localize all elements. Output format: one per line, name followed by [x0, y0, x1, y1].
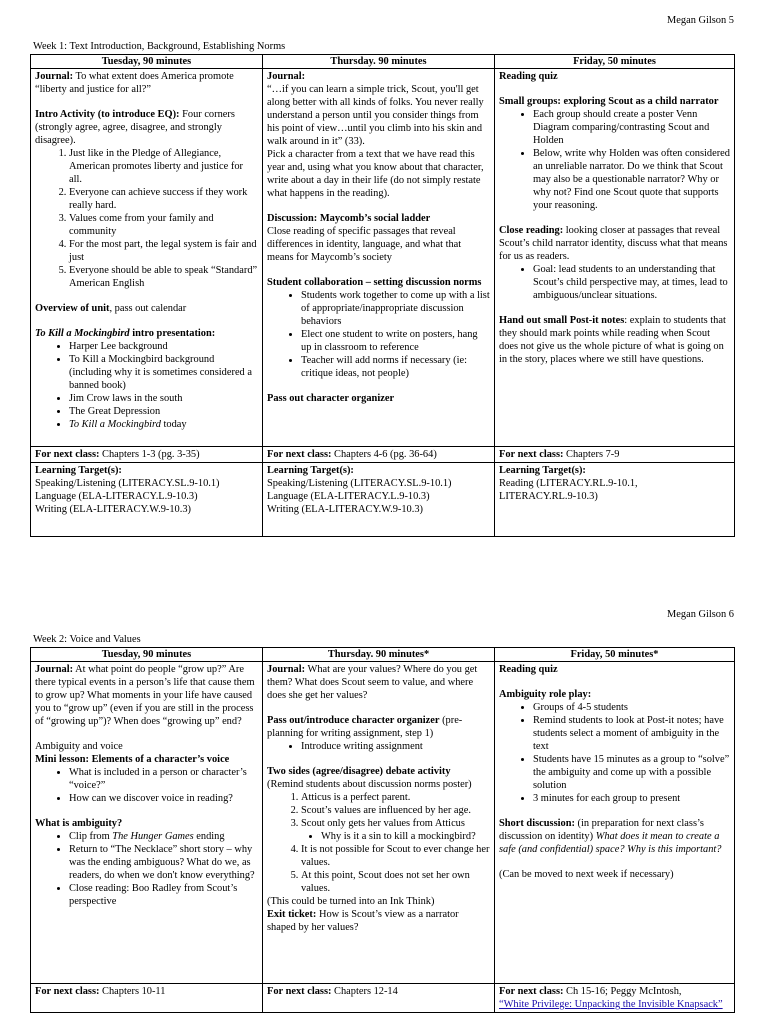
- thursday-cell: [263, 662, 495, 984]
- week1-lesson-table: [30, 54, 735, 537]
- mini-lesson-label: Mini lesson: Elements of a character’s voice: [35, 754, 230, 765]
- pass-out-label: Pass out character organizer: [267, 393, 395, 404]
- target-item: Language (ELA-LITERACY.L.9-10.3): [267, 491, 430, 502]
- ink-think-note: (This could be turned into an Ink Think): [267, 896, 435, 907]
- collaboration-list: [267, 289, 490, 380]
- list-item: • Return to “The Necklace” short story – why was the ending ambiguous? What do we, as readers, do when we don't know everything?: [69, 843, 258, 882]
- list-item: • Groups of 4-5 students: [533, 701, 730, 714]
- journal-text: What are your values? Where do you get them? What does Scout seem to value, and where does she get her values?: [267, 664, 478, 701]
- list-item: 5. Everyone should be able to speak “Standard” American English: [69, 264, 258, 290]
- presentation-label: intro presentation:: [129, 328, 216, 339]
- page-header: Megan Gilson 5: [667, 15, 734, 26]
- list-item-text: today: [160, 419, 187, 430]
- next-class-cell: [31, 984, 263, 1013]
- learning-targets-row: [31, 463, 735, 537]
- list-item: 1. Atticus is a perfect parent.: [301, 791, 490, 804]
- next-class-cell: [495, 447, 735, 463]
- target-item: Writing (ELA-LITERACY.W.9-10.3): [267, 504, 423, 515]
- next-class-text: Chapters 7-9: [563, 449, 620, 460]
- column-header: Thursday. 90 minutes*: [263, 648, 495, 662]
- book-title: To Kill a Mockingbird: [35, 328, 130, 339]
- list-item: • Elect one student to write on posters, hang up in classroom to reference: [301, 328, 490, 354]
- list-item: • The Great Depression: [69, 405, 258, 418]
- targets-label: Learning Target(s):: [499, 465, 586, 476]
- week-title: Week 1: Text Introduction, Background, Establishing Norms: [33, 41, 286, 52]
- short-discussion-label: Short discussion:: [499, 818, 575, 829]
- list-item: • To Kill a Mockingbird background (including why it is sometimes considered a banned book): [69, 353, 258, 392]
- list-subitem: • Why is it a sin to kill a mockingbird?: [321, 830, 490, 843]
- page-header: Megan Gilson 6: [667, 609, 734, 620]
- role-play-list: [499, 701, 730, 805]
- list-item: 4. It is not possible for Scout to ever change her values.: [301, 843, 490, 869]
- exit-ticket-text: How is Scout’s view as a narrator shaped by her values?: [267, 909, 459, 933]
- tuesday-cell: [31, 662, 263, 984]
- week-title: Week 2: Voice and Values: [33, 634, 141, 645]
- thursday-cell: [263, 69, 495, 447]
- next-class-label: For next class:: [267, 986, 332, 997]
- debate-label: Two sides (agree/disagree) debate activity: [267, 766, 451, 777]
- list-item-text: ending: [193, 831, 225, 842]
- column-header: Tuesday, 90 minutes: [31, 55, 263, 69]
- reading-quiz-label: Reading quiz: [499, 664, 558, 675]
- week2-lesson-table: [30, 647, 735, 1013]
- next-class-text: Chapters 10-11: [99, 986, 166, 997]
- next-class-cell: [263, 984, 495, 1013]
- overview-text: , pass out calendar: [109, 303, 187, 314]
- next-class-text: Ch 15-16; Peggy McIntosh,: [563, 986, 682, 997]
- tuesday-cell: [31, 69, 263, 447]
- discussion-label: Discussion: Maycomb’s social ladder: [267, 213, 431, 224]
- list-item: [69, 830, 258, 843]
- column-header: Friday, 50 minutes*: [495, 648, 735, 662]
- ambiguity-voice-text: Ambiguity and voice: [35, 741, 123, 752]
- journal-text: To what extent does America promote “liberty and justice for all?”: [35, 71, 234, 95]
- list-item: • Jim Crow laws in the south: [69, 392, 258, 405]
- friday-cell: [495, 662, 735, 984]
- debate-text: (Remind students about discussion norms poster): [267, 779, 472, 790]
- ambiguity-list: [35, 830, 258, 908]
- target-item: Reading (LITERACY.RL.9-10.1,: [499, 478, 638, 489]
- pass-out-list: [267, 740, 490, 753]
- list-item: [69, 418, 258, 431]
- journal-label: Journal:: [267, 664, 306, 675]
- journal-label: Journal:: [35, 71, 74, 82]
- short-discussion-question: What does it mean to create a safe (and confidential) space? Why is this important?: [499, 831, 722, 855]
- next-class-text: Chapters 1-3 (pg. 3-35): [99, 449, 200, 460]
- next-class-label: For next class:: [267, 449, 332, 460]
- column-header: Friday, 50 minutes: [495, 55, 735, 69]
- target-item: LITERACY.RL.9-10.3): [499, 491, 598, 502]
- list-item: • Teacher will add norms if necessary (ie: critique ideas, not people): [301, 354, 490, 380]
- collaboration-label: Student collaboration – setting discussion norms: [267, 277, 482, 288]
- four-corners-list: [35, 147, 258, 290]
- moved-note: (Can be moved to next week if necessary): [499, 869, 674, 880]
- list-item: 2. Everyone can achieve success if they work really hard.: [69, 186, 258, 212]
- list-item: • Introduce writing assignment: [301, 740, 490, 753]
- list-item: • 3 minutes for each group to present: [533, 792, 730, 805]
- list-item: • Students work together to come up with a list of appropriate/inappropriate discussion behaviors: [301, 289, 490, 328]
- target-item: Writing (ELA-LITERACY.W.9-10.3): [35, 504, 191, 515]
- journal-label: Journal:: [267, 71, 306, 82]
- next-class-cell: [31, 447, 263, 463]
- column-header: Thursday. 90 minutes: [263, 55, 495, 69]
- list-item: 1. Just like in the Pledge of Allegiance, American promotes liberty and justice for all.: [69, 147, 258, 186]
- target-item: Speaking/Listening (LITERACY.SL.9-10.1): [35, 478, 220, 489]
- exit-ticket-label: Exit ticket:: [267, 909, 317, 920]
- debate-list: [267, 791, 490, 895]
- list-item: • Below, write why Holden was often considered an unreliable narrator. Do we think that Scout may also be a questionable narrator? Why or why not? Find one Scout quote that supports your reasoning.: [533, 147, 730, 212]
- ambiguity-label: What is ambiguity?: [35, 818, 123, 829]
- role-play-label: Ambiguity role play:: [499, 689, 592, 700]
- target-item: Speaking/Listening (LITERACY.SL.9-10.1): [267, 478, 452, 489]
- next-class-row: [31, 447, 735, 463]
- next-class-cell: [495, 984, 735, 1013]
- reading-quiz-label: Reading quiz: [499, 71, 558, 82]
- list-item: [301, 817, 490, 843]
- postit-label: Hand out small Post-it notes: [499, 315, 625, 326]
- journal-prompt: Pick a character from a text that we have read this year and, using what you know about that character, write about a day in their life (do not simply restate what happens in the reading).: [267, 149, 484, 199]
- targets-label: Learning Target(s):: [267, 465, 354, 476]
- friday-cell: [495, 69, 735, 447]
- list-item: • Close reading: Boo Radley from Scout’s perspective: [69, 882, 258, 908]
- book-title: To Kill a Mockingbird: [69, 419, 161, 430]
- list-item: • Each group should create a poster Venn Diagram comparing/contrasting Scout and Holden: [533, 108, 730, 147]
- short-discussion-text: (in preparation for next class’s discussion on identity): [499, 818, 704, 842]
- mini-lesson-list: [35, 766, 258, 805]
- activities-row: [31, 662, 735, 984]
- list-item: 5. At this point, Scout does not set her own values.: [301, 869, 490, 895]
- next-class-label: For next class:: [499, 986, 564, 997]
- small-groups-list: [499, 108, 730, 212]
- next-class-text: Chapters 12-14: [331, 986, 398, 997]
- overview-label: Overview of unit: [35, 303, 110, 314]
- journal-text: At what point do people “grow up?” Are there typical events in a person’s life that cause them to grow up? What moments in your life have caused you to “grow up” (even if you are still in the process of “growing up”)? When does “growing up” end?: [35, 664, 255, 727]
- list-item: 4. For the most part, the legal system is fair and just: [69, 238, 258, 264]
- list-item: • Remind students to look at Post-it notes; have students select a moment of ambiguity in the text: [533, 714, 730, 753]
- discussion-text: Close reading of specific passages that reveal differences in identity, language, and what that means for Maycomb’s society: [267, 226, 462, 263]
- journal-quote: “…if you can learn a simple trick, Scout, you'll get along better with all kinds of folks. You never really understand a person until you consider things from his point of view…until you climb into his skin and walk around in it” (33).: [267, 84, 484, 147]
- close-reading-list: [499, 263, 730, 302]
- next-class-cell: [263, 447, 495, 463]
- list-item: • Harper Lee background: [69, 340, 258, 353]
- column-header-row: [31, 55, 735, 69]
- pass-out-text: (pre-planning for writing assignment, step 1): [267, 715, 463, 739]
- list-item: 3. Values come from your family and community: [69, 212, 258, 238]
- presentation-list: [35, 340, 258, 431]
- pass-out-label: Pass out/introduce character organizer: [267, 715, 440, 726]
- column-header-row: [31, 648, 735, 662]
- column-header: Tuesday, 90 minutes: [31, 648, 263, 662]
- activities-row: [31, 69, 735, 447]
- journal-label: Journal:: [35, 664, 74, 675]
- close-reading-text: looking closer at passages that reveal Scout’s child narrator identity, discuss what that means for us as readers.: [499, 225, 728, 262]
- next-class-label: For next class:: [499, 449, 564, 460]
- small-groups-label: Small groups: exploring Scout as a child narrator: [499, 96, 719, 107]
- intro-label: Intro Activity (to introduce EQ):: [35, 109, 180, 120]
- next-class-text: Chapters 4-6 (pg. 36-64): [331, 449, 437, 460]
- list-item-text: Scout only gets her values from Atticus: [301, 818, 465, 829]
- targets-label: Learning Target(s):: [35, 465, 122, 476]
- list-item: • Students have 15 minutes as a group to “solve” the ambiguity and come up with a possible solution: [533, 753, 730, 792]
- list-item: • How can we discover voice in reading?: [69, 792, 258, 805]
- learning-targets-cell: [263, 463, 495, 537]
- list-item: • What is included in a person or character’s “voice?”: [69, 766, 258, 792]
- intro-text: Four corners (strongly agree, agree, disagree, and strongly disagree).: [35, 109, 235, 146]
- list-item-text: Clip from: [69, 831, 113, 842]
- postit-text: : explain to students that they should mark points while reading when Scout does not give us the whole picture of what is going on in the story, places where we still have questions.: [499, 315, 726, 365]
- next-class-label: For next class:: [35, 449, 100, 460]
- list-item: • Goal: lead students to an understanding that Scout’s child perspective may, at times, lead to ambiguous/unclear situations.: [533, 263, 730, 302]
- film-title: The Hunger Games: [112, 831, 194, 842]
- learning-targets-cell: [31, 463, 263, 537]
- target-item: Language (ELA-LITERACY.L.9-10.3): [35, 491, 198, 502]
- article-link[interactable]: “White Privilege: Unpacking the Invisible Knapsack”: [499, 999, 723, 1010]
- learning-targets-cell: [495, 463, 735, 537]
- close-reading-label: Close reading:: [499, 225, 564, 236]
- list-item: 2. Scout’s values are influenced by her age.: [301, 804, 490, 817]
- next-class-label: For next class:: [35, 986, 100, 997]
- next-class-row: [31, 984, 735, 1013]
